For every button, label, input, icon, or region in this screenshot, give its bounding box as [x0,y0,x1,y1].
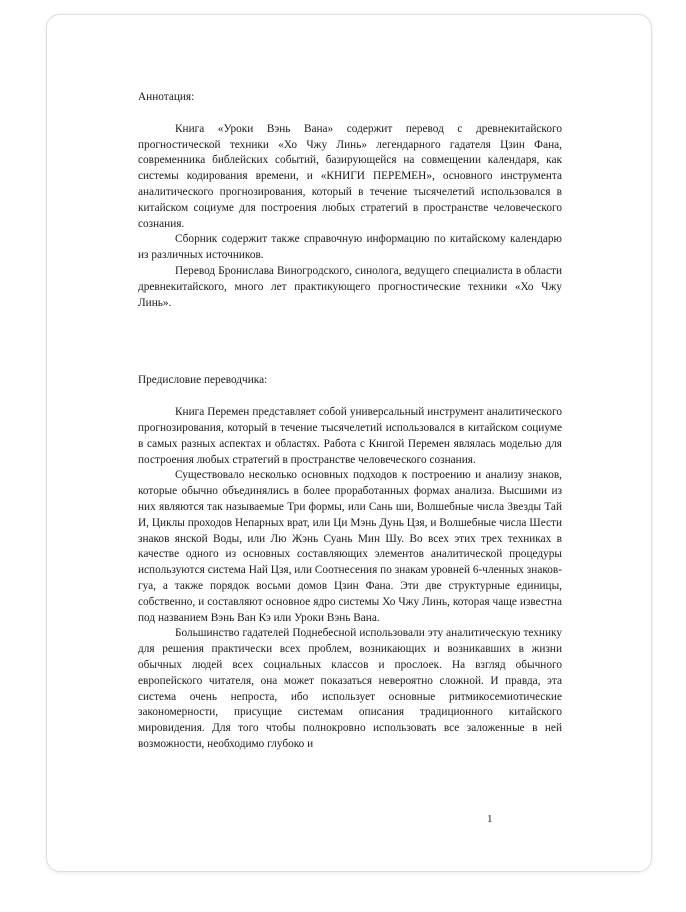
document-content [138,90,562,753]
annotation-paragraph-2: Сборник содержит также справочную информацию по китайскому календарю из различных источников. [138,233,562,262]
page-number: 1 [487,813,493,825]
preface-paragraph-1: Книга Перемен представляет собой универсальный инструмент аналитического прогнозирования, который в течение тысячелетий использовался в китайском социуме в самых разных аспектах и областях. Работа с Книгой Перемен являлась моделью для построения любых стратегий в пространстве человеческого сознания. [138,406,562,466]
preface-paragraph-3: Большинство гадателей Поднебесной использовали эту аналитическую технику для решения практически всех проблем, возникающих и возникавших в жизни обычных людей всех социальных классов и прослоек. На взгляд обычного европейского читателя, она может показаться невероятно сложной. И правда, эта система очень непроста, ибо использует основные ритмикосемиотические закономерности, присущие системам описания традиционного китайского мировидения. Для того чтобы полнокровно использовать все заложенные в ней возможности, необходимо глубоко и [138,627,562,750]
preface-paragraph-2: Существовало несколько основных подходов к построению и анализу знаков, которые обычно объединялись в более проработанных формах анализа. Высшими из них являются так называемые Три формы, или Сань ши, Волшебные числа Звезды Тай И, Циклы проходов Непарных врат, или Ци Мэнь Дунь Цзя, и Волшебные числа Шести знаков янской Воды, или Лю Жэнь Суань Мин Шу. Во всех этих трех техниках в качестве одного из основных составляющих элементов аналитической процедуры используются система Най Цзя, или Соотнесения по знакам уровней 6-членных знаков-гуа, а также порядок восьми домов Цзин Фана. Эти две структурные единицы, собственно, и составляют основное ядро системы Хо Чжу Линь, которая чаще известна под названием Вэнь Ван Кэ или Уроки Вэнь Вана. [138,469,562,624]
document-page [46,14,652,872]
annotation-paragraph-1: Книга «Уроки Вэнь Вана» содержит перевод с древнекитайского прогностической техники «Хо Чжу Линь» легендарного гадателя Цзин Фана, современника библейских событий, базирующейся на совмещении календаря, как системы кодирования времени, и «КНИГИ ПЕРЕМЕН», основного инструмента аналитического прогнозирования, который в течение тысячелетий использовался в китайском социуме для построения любых стратегий в пространстве человеческого сознания. [138,122,562,230]
annotation-paragraph-3: Перевод Бронислава Виногродского, синолога, ведущего специалиста в области древнекитайского, много лет практикующего прогностические техники «Хо Чжу Линь». [138,264,562,309]
preface-heading: Предисловие переводчика: [138,374,268,387]
annotation-heading: Аннотация: [138,91,195,103]
